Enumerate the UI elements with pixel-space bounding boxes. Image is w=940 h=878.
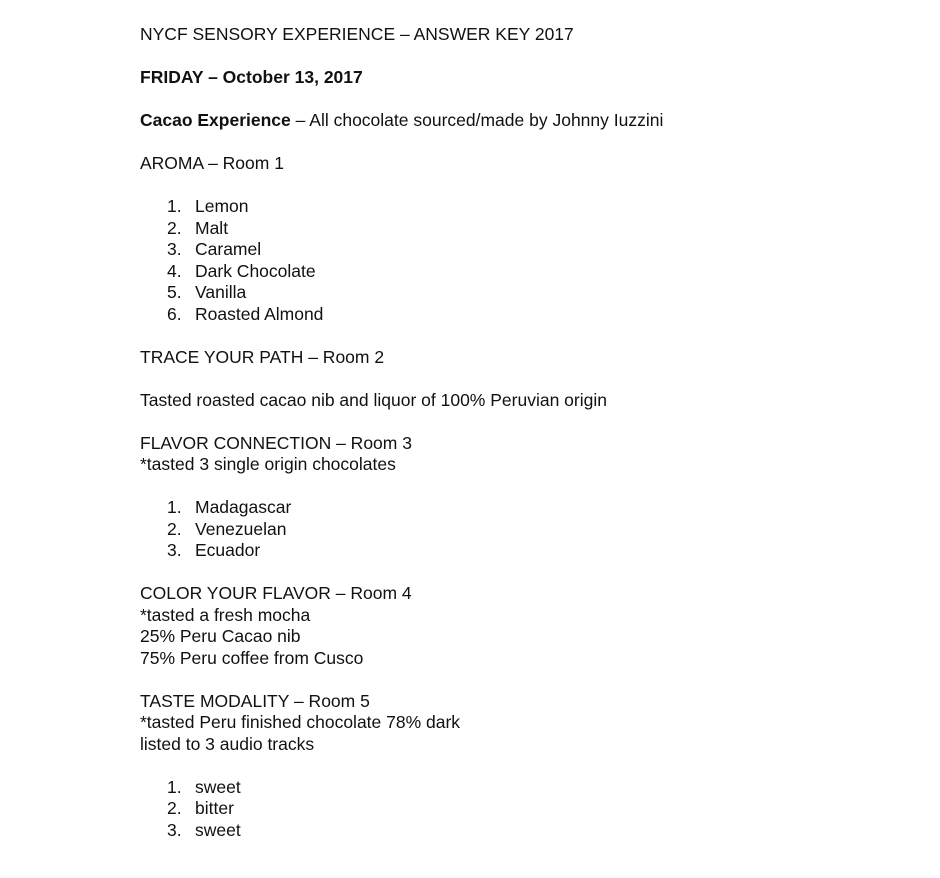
answer-key-document — [140, 24, 920, 841]
aroma-list — [140, 196, 920, 325]
document-title: NYCF SENSORY EXPERIENCE – ANSWER KEY 2017 — [140, 24, 574, 44]
item-text: Vanilla — [195, 282, 247, 302]
item-number: 1. — [167, 776, 182, 797]
color-line-2: 75% Peru coffee from Cusco — [140, 647, 364, 668]
taste-note-2: listed to 3 audio tracks — [140, 733, 315, 754]
list-item — [140, 196, 920, 218]
list-item — [140, 261, 920, 283]
item-text: sweet — [195, 819, 241, 840]
list-item — [140, 282, 920, 304]
item-number: 5. — [167, 282, 182, 302]
item-number: 3. — [167, 819, 182, 840]
color-note: *tasted a fresh mocha — [140, 604, 311, 625]
list-item — [140, 218, 920, 240]
taste-list — [140, 777, 920, 842]
flavor-note: *tasted 3 single origin chocolates — [140, 454, 396, 474]
event-date: FRIDAY – October 13, 2017 — [140, 67, 363, 87]
item-number: 1. — [167, 497, 182, 517]
list-item — [140, 798, 920, 820]
item-text: Madagascar — [195, 497, 292, 517]
item-number: 2. — [167, 518, 182, 539]
item-text: Lemon — [195, 196, 249, 216]
experience-description: – All chocolate sourced/made by Johnny Iuzzini — [290, 110, 664, 130]
trace-heading: TRACE YOUR PATH – Room 2 — [140, 346, 385, 367]
item-number: 4. — [167, 260, 182, 281]
item-number: 2. — [167, 217, 182, 238]
list-item — [140, 304, 920, 326]
list-item — [140, 540, 920, 562]
taste-heading: TASTE MODALITY – Room 5 — [140, 690, 370, 711]
item-text: Venezuelan — [195, 518, 287, 539]
item-text: sweet — [195, 776, 241, 797]
item-number: 3. — [167, 239, 182, 259]
taste-note: *tasted Peru finished chocolate 78% dark — [140, 712, 461, 732]
item-text: Dark Chocolate — [195, 260, 316, 281]
item-number: 6. — [167, 303, 182, 324]
item-text: bitter — [195, 798, 234, 818]
color-line-1: 25% Peru Cacao nib — [140, 626, 301, 646]
list-item — [140, 239, 920, 261]
item-text: Malt — [195, 217, 229, 238]
item-text: Ecuador — [195, 540, 261, 560]
flavor-list — [140, 497, 920, 562]
item-number: 2. — [167, 798, 182, 818]
item-text: Roasted Almond — [195, 303, 324, 324]
item-text: Caramel — [195, 239, 262, 259]
list-item — [140, 777, 920, 799]
aroma-heading: AROMA – Room 1 — [140, 153, 284, 173]
experience-line — [140, 110, 920, 132]
list-item — [140, 519, 920, 541]
flavor-heading: FLAVOR CONNECTION – Room 3 — [140, 432, 412, 453]
item-number: 1. — [167, 196, 182, 216]
trace-text: Tasted roasted cacao nib and liquor of 100% Peruvian origin — [140, 389, 607, 410]
color-heading: COLOR YOUR FLAVOR – Room 4 — [140, 583, 412, 603]
item-number: 3. — [167, 540, 182, 560]
list-item — [140, 820, 920, 842]
list-item — [140, 497, 920, 519]
experience-name: Cacao Experience — [140, 110, 291, 130]
